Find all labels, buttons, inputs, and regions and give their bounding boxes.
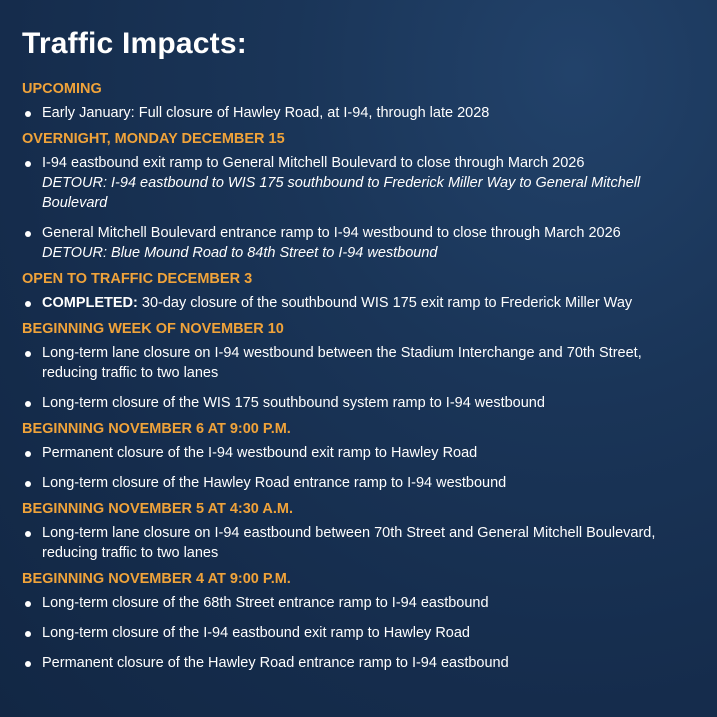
bullet-icon [25,661,31,667]
list-item [22,343,682,383]
bullet-icon [25,231,31,237]
list-item [22,223,682,263]
item-text: Long-term lane closure on I-94 eastbound between 70th Street and General Mitchell Boulevard, reducing traffic to two lanes [42,525,656,561]
item-list [22,293,717,313]
item-list [22,523,717,563]
list-item [22,623,682,643]
list-item [22,103,682,123]
bullet-icon [25,351,31,357]
section-heading: BEGINNING NOVEMBER 4 AT 9:00 P.M. [22,571,291,587]
item-text: Long-term closure of the WIS 175 southbound system ramp to I-94 westbound [42,395,545,411]
bullet-icon [25,161,31,167]
section-week-of-nov-10 [22,320,717,413]
bullet-icon [25,451,31,457]
item-text: Permanent closure of the Hawley Road entrance ramp to I-94 eastbound [42,655,509,671]
section-nov-6 [22,420,717,493]
item-text: Long-term lane closure on I-94 westbound between the Stadium Interchange and 70th Street, reducing traffic to two lanes [42,345,642,381]
section-open-dec-3 [22,270,717,313]
detour-text: DETOUR: I-94 eastbound to WIS 175 southbound to Frederick Miller Way to General Mitchell Boulevard [42,175,641,211]
bullet-icon [25,111,31,117]
section-overnight-dec-15 [22,130,717,263]
item-text: Early January: Full closure of Hawley Road, at I-94, through late 2028 [42,105,490,121]
list-item [22,653,682,673]
item-list [22,103,717,123]
bullet-icon [25,601,31,607]
bullet-icon [25,531,31,537]
item-text: 30-day closure of the southbound WIS 175 exit ramp to Frederick Miller Way [137,295,633,311]
item-text: Long-term closure of the 68th Street entrance ramp to I-94 eastbound [42,595,489,611]
section-heading: OVERNIGHT, MONDAY DECEMBER 15 [22,131,285,147]
item-text: I-94 eastbound exit ramp to General Mitchell Boulevard to close through March 2026 [42,155,585,171]
list-item [22,153,682,213]
bullet-icon [25,301,31,307]
bullet-icon [25,401,31,407]
item-text: Permanent closure of the I-94 westbound exit ramp to Hawley Road [42,445,478,461]
item-text: General Mitchell Boulevard entrance ramp to I-94 westbound to close through March 2026 [42,225,621,241]
list-item [22,523,682,563]
item-list [22,443,717,493]
section-heading: BEGINNING NOVEMBER 5 AT 4:30 A.M. [22,501,293,517]
section-heading: OPEN TO TRAFFIC DECEMBER 3 [22,271,253,287]
list-item [22,393,682,413]
item-list [22,343,717,413]
list-item [22,473,682,493]
item-list [22,593,717,673]
bullet-icon [25,481,31,487]
section-upcoming [22,80,717,123]
item-text: Long-term closure of the I-94 eastbound exit ramp to Hawley Road [42,625,470,641]
list-item [22,593,682,613]
section-nov-4 [22,570,717,673]
section-heading: UPCOMING [22,81,102,97]
list-item [22,443,682,463]
bullet-icon [25,631,31,637]
section-heading: BEGINNING WEEK OF NOVEMBER 10 [22,321,284,337]
detour-text: DETOUR: Blue Mound Road to 84th Street to I-94 westbound [42,245,438,261]
page-title: Traffic Impacts: [22,27,247,60]
section-heading: BEGINNING NOVEMBER 6 AT 9:00 P.M. [22,421,291,437]
list-item [22,293,682,313]
completed-label: COMPLETED: [42,295,138,311]
item-list [22,153,717,263]
section-nov-5 [22,500,717,563]
item-text: Long-term closure of the Hawley Road entrance ramp to I-94 westbound [42,475,507,491]
